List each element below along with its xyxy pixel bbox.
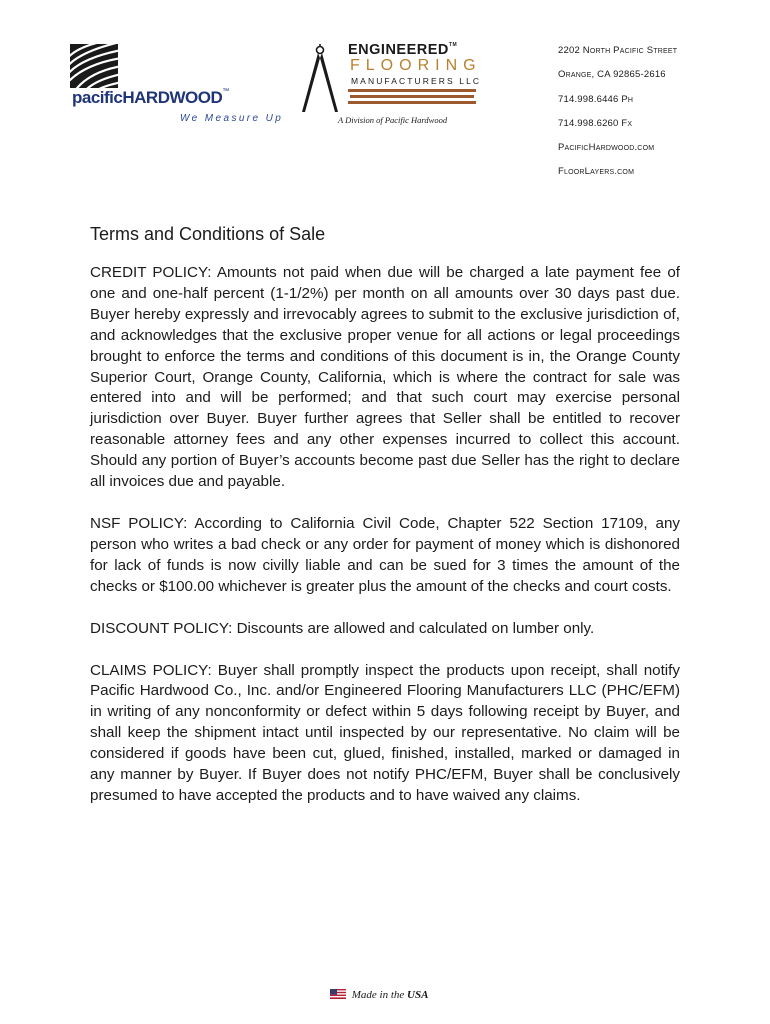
brand-prefix: pacific	[72, 88, 123, 107]
ef-bar-2	[350, 95, 474, 98]
ef-bar-3	[348, 101, 476, 104]
address-website-2[interactable]: FloorLayers.com	[558, 166, 635, 178]
address-phone: 714.998.6446 Ph	[558, 93, 634, 105]
ef-trademark: TM	[448, 42, 458, 48]
brand-suffix: HARDWOOD	[122, 88, 223, 107]
usa-text: USA	[407, 989, 429, 1001]
nsf-policy-paragraph: NSF POLICY: According to California Civil Code, Chapter 522 Section 17109, any person who writes a bad check or any order for payment of money which is dishonored for lack of funds is now civilly liable and can be sued for 3 times the amount of the checks or $100.00 whichever is greater plus the amount of the checks and court costs.	[90, 514, 680, 595]
address-block	[558, 45, 677, 191]
drafting-compass-icon	[298, 44, 342, 114]
ef-name-line3: MANUFACTURERS LLC	[351, 76, 482, 86]
address-website-1[interactable]: PacificHardwood.com	[558, 142, 655, 154]
us-flag-icon	[330, 989, 346, 999]
ef-name-line1	[348, 42, 457, 58]
brand-tagline: We Measure Up	[180, 113, 284, 124]
document-title: Terms and Conditions of Sale	[90, 224, 326, 244]
address-city: Orange, CA 92865-2616	[558, 69, 666, 81]
pacific-hardwood-logo	[70, 44, 285, 129]
letterhead	[0, 0, 770, 200]
credit-policy-paragraph: CREDIT POLICY: Amounts not paid when due will be charged a late payment fee of one and one-half percent (1-1/2%) per month on all amounts over 30 days past due. Buyer hereby expressly and irrevocably agrees to submit to the exclusive jurisdiction of, and acknowledges that the exclusive proper venue for all actions or legal proceedings brought to enforce the terms and conditions of this document is in, the Orange County Superior Court, Orange County, California, which is where the contract for sale was entered into and will be performed; and that such court may exercise personal jurisdiction over Buyer. Buyer further agrees that Seller shall be entitled to recover reasonable attorney fees and any other expenses incurred to collect this account. Should any portion of Buyer’s accounts become past due Seller has the right to declare all invoices due and payable.	[90, 264, 680, 491]
address-street: 2202 North Pacific Street	[558, 45, 678, 56]
made-in-text: Made in the	[351, 989, 405, 1001]
brand-trademark: ™	[222, 88, 229, 95]
brand-name	[72, 88, 229, 108]
address-fax: 714.998.6260 Fx	[558, 117, 633, 129]
ef-name-text: ENGINEERED	[348, 42, 449, 58]
document-body	[90, 263, 680, 828]
ef-name-line2: FLOORING	[350, 57, 482, 74]
ef-bar-1	[348, 89, 476, 92]
ef-division-note: A Division of Pacific Hardwood	[338, 115, 448, 125]
made-in-usa-footer	[330, 989, 428, 1001]
engineered-flooring-logo	[298, 40, 480, 128]
wood-grain-logo-icon	[70, 44, 118, 88]
claims-policy-paragraph: CLAIMS POLICY: Buyer shall promptly inspect the products upon receipt, shall notify Pacific Hardwood Co., Inc. and/or Engineered Flooring Manufacturers LLC (PHC/EFM) in writing of any nonconformity or defect within 5 days following receipt by Buyer, and shall keep the shipment intact until inspected by our representative. No claim will be considered if goods have been cut, glued, finished, installed, marked or damaged in any manner by Buyer. If Buyer does not notify PHC/EFM, Buyer shall be conclusively presumed to have accepted the products and to have waived any claims.	[90, 661, 680, 804]
discount-policy-paragraph: DISCOUNT POLICY: Discounts are allowed and calculated on lumber only.	[90, 619, 595, 637]
